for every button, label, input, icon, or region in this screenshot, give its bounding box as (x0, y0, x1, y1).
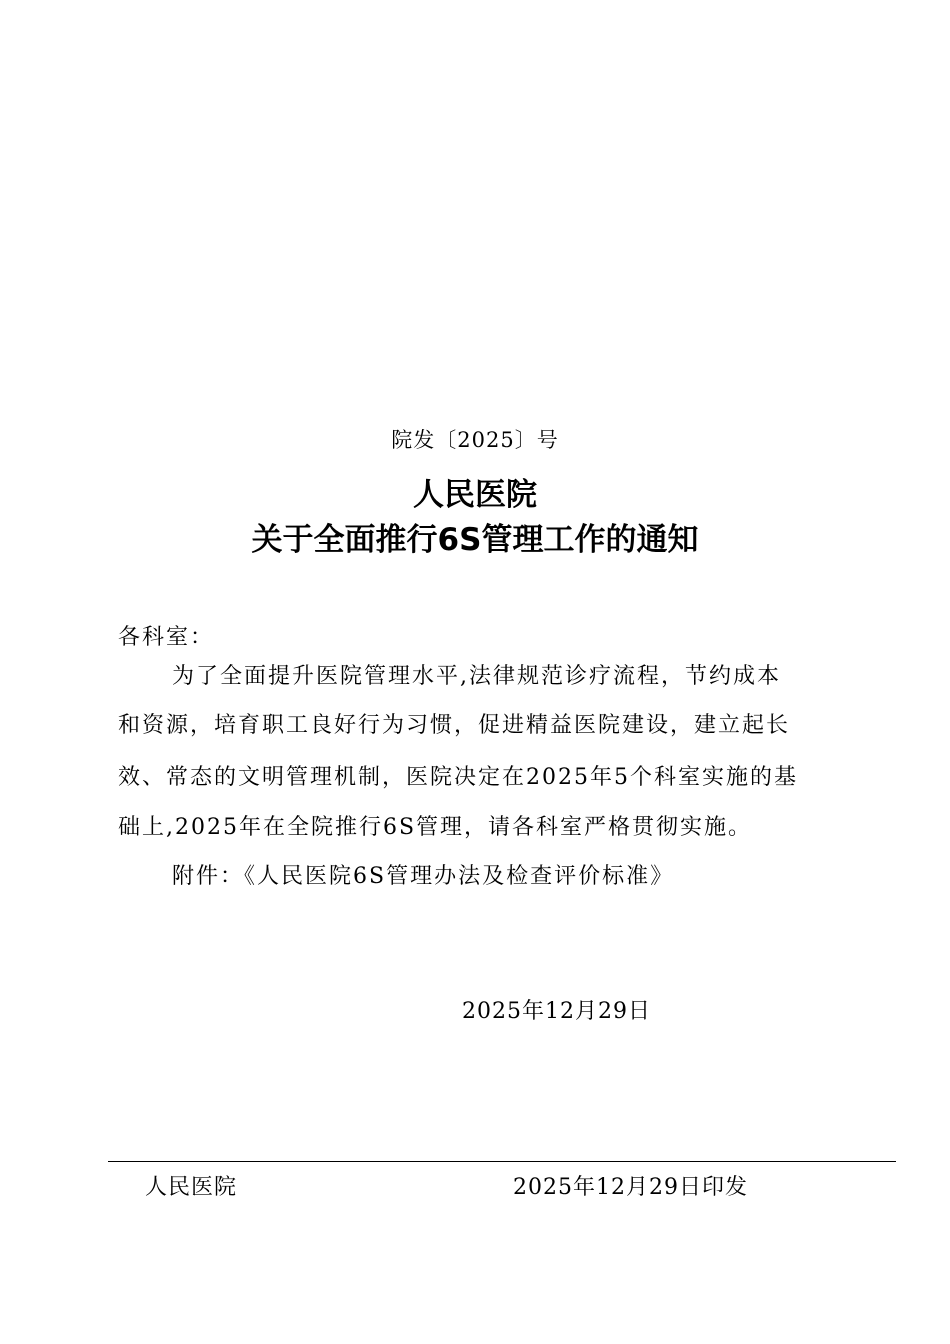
salutation: 各科室： (118, 625, 215, 650)
paragraph-line: 为了全面提升医院管理水平,法律规范诊疗流程，节约成本 (172, 664, 781, 689)
document-title-issuer: 人民医院 (413, 477, 537, 513)
footer-organization: 人民医院 (145, 1175, 238, 1200)
document-title-subject: 关于全面推行6S管理工作的通知 (251, 522, 699, 558)
footer-divider (108, 1161, 896, 1162)
signature-date: 2025年12月29日 (462, 999, 651, 1024)
paragraph-line: 效、常态的文明管理机制，医院决定在2025年5个科室实施的基 (118, 765, 798, 790)
footer-issue-date: 2025年12月29日印发 (513, 1175, 748, 1200)
paragraph-line: 础上,2025年在全院推行6S管理，请各科室严格贯彻实施。 (118, 815, 753, 840)
paragraph-line: 和资源，培育职工良好行为习惯，促进精益医院建设，建立起长 (118, 713, 791, 738)
document-number: 院发〔2025〕号 (391, 428, 559, 452)
attachment-note: 附件：《人民医院6S管理办法及检查评价标准》 (172, 864, 675, 889)
